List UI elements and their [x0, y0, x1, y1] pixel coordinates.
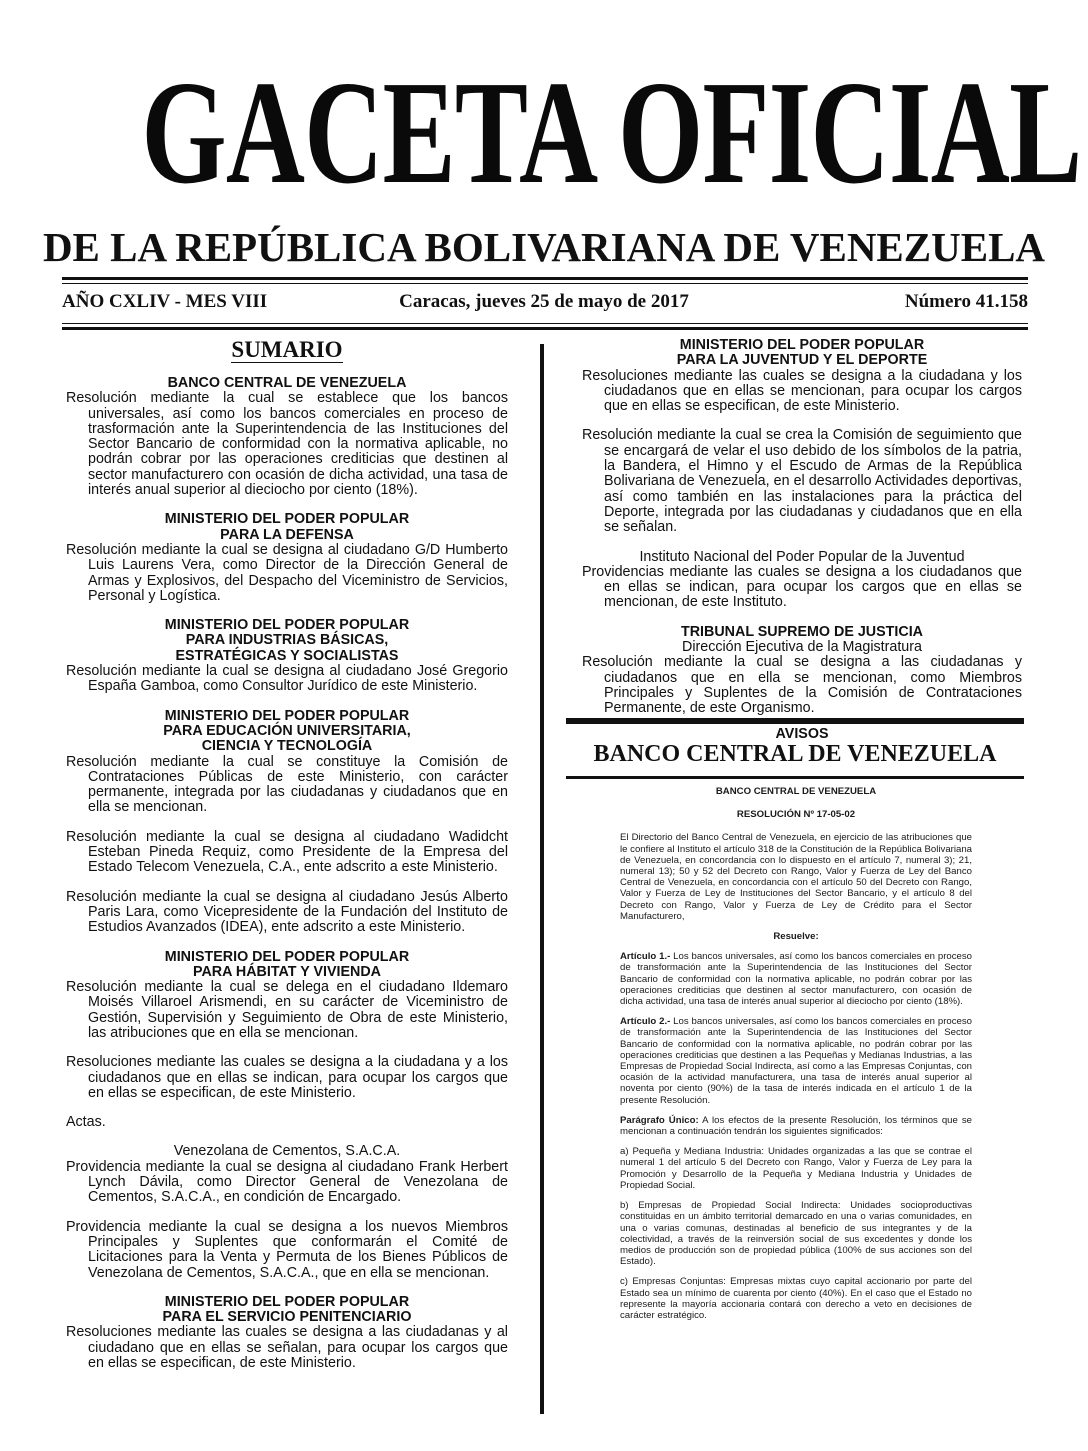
sumario-actas: Actas.: [66, 1114, 106, 1131]
definition-c: c) Empresas Conjuntas: Empresas mixtas cuyo capital accionario por parte del Estado sea un mínimo de cuarenta por ciento (40%). En el caso que el Estado no represente la mayoría accionaria contará con derecho a veto en decisiones de carácter estratégico.: [620, 1276, 972, 1321]
section-heading: TRIBUNAL SUPREMO DE JUSTICIA: [680, 623, 923, 640]
section-tsj: [582, 625, 1022, 742]
issue-date: Caracas, jueves 25 de mayo de 2017: [399, 291, 689, 312]
sub-entity: Instituto Nacional del Poder Popular de la Juventud: [639, 548, 965, 565]
resolution-article-1: [620, 951, 972, 1007]
avisos-label: AVISOS: [775, 725, 829, 742]
sumario-entry: Resolución mediante la cual se constituye la Comisión de Contrataciones Públicas de este Ministerio, con carácter permanente, integrada por las ciudadanas y ciudadanos que en ella se mencionan.: [66, 753, 508, 816]
header-rule-bottom: [62, 327, 1028, 330]
sumario-entry: Resolución mediante la cual se designa a las ciudadanas y ciudadanos que en ella se mencionan, como Miembros Principales y Suplentes de la Comisión de Contrataciones Permanente, de este Organismo.: [582, 654, 1022, 717]
sumario-entry: Providencias mediante las cuales se designa a los ciudadanos que en ellas se indican, para ocupar los cargos que en ellas se mencionan, de este Instituto.: [582, 563, 1022, 611]
sumario-entry: Resoluciones mediante las cuales se designa a la ciudadana y los ciudadanos que en ellas se mencionan, para ocupar los cargos que en ellas se especifican, de este Ministerio.: [582, 367, 1022, 415]
header-rule: [62, 277, 1028, 280]
section-heading: PARA LA JUVENTUD Y EL DEPORTE: [676, 352, 928, 369]
definition-a: a) Pequeña y Mediana Industria: Unidades organizadas a las que se contrae el numeral 1 del artículo 5 del Decreto con Rango, Valor y Fuerza de Ley para la Promoción y Desarrollo de la Pequeña y Mediana Industria y Unidades de Propiedad Social.: [620, 1146, 972, 1191]
section-heading: MINISTERIO DEL PODER POPULAR: [679, 337, 925, 353]
section-defensa: [66, 512, 508, 604]
resolution-intro: El Directorio del Banco Central de Venezuela, en ejercicio de las atribuciones que le confiere al Instituto el artículo 318 de la Constitución de la República Bolivariana de Venezuela, en concordancia con lo dispuesto en el artículo 7, numeral 3); 21, numeral 13); 50 y 52 del Decreto con Rango, Valor y Fuerza de Ley del Banco Central de Venezuela, en concordancia con el artículo 50 del Decreto con Rango, Valor y Fuerza de Ley de Instituciones del Sector Bancario, y el artículo 8 del Decreto con Rango, Valor y Fuerza de Ley de Crédito para el Sector Manufacturero,: [620, 832, 972, 922]
sumario-entry: Resolución mediante la cual se crea la Comisión de seguimiento que se encargará de velar el uso debido de los símbolos de la patria, la Bandera, el Himno y el Escudo de Armas de la República Bolivariana de Venezuela, en el desarrollo Actividades deportivas, así como también en las instalaciones para la práctica del Deporte, integrada por las ciudadanas y ciudadanos que en ella se señalan.: [582, 427, 1022, 536]
resolution-document: [620, 786, 972, 1330]
sumario-entry: Providencia mediante la cual se designa al ciudadano Frank Herbert Lynch Dávila, como Director General de Venezolana de Cementos, S.A.C.A., en condición de Encargado.: [66, 1158, 508, 1206]
section-penitenciario: [66, 1295, 508, 1371]
bcv-rule-top: [566, 718, 1024, 724]
sumario-entry: Providencia mediante la cual se designa a los nuevos Miembros Principales y Suplentes que conformarán el Comité de Licitaciones para la Venta y Permuta de los Bienes Públicos de Venezolana de Cementos, S.A.C.A., que en ella se mencionan.: [66, 1218, 508, 1281]
section-heading: MINISTERIO DEL PODER POPULAR: [164, 511, 410, 528]
bcv-section-title: BANCO CENTRAL DE VENEZUELA: [593, 741, 997, 767]
section-heading: CIENCIA Y TECNOLOGÍA: [201, 738, 373, 755]
article-label: Artículo 2.-: [620, 1016, 671, 1028]
section-heading: MINISTERIO DEL PODER POPULAR: [164, 1293, 410, 1310]
section-educacion: [66, 709, 508, 936]
section-heading: PARA LA DEFENSA: [220, 526, 354, 543]
sumario-entry: Resolución mediante la cual se designa al ciudadano Jesús Alberto Paris Lara, como Vicepresidente de la Fundación del Instituto de Estudios Avanzados (IDEA), ente adscrito a este Ministerio.: [66, 888, 508, 936]
masthead-title: GACETA OFICIAL: [141, 51, 1082, 215]
section-heading: PARA EL SERVICIO PENITENCIARIO: [162, 1309, 412, 1326]
paragraph-label: Parágrafo Único:: [620, 1114, 699, 1126]
sumario-right-column: [582, 338, 1022, 752]
section-heading: ESTRATÉGICAS Y SOCIALISTAS: [175, 647, 399, 664]
bcv-rule-bottom: [566, 776, 1024, 779]
section-heading: PARA HÁBITAT Y VIVIENDA: [193, 963, 381, 980]
sub-entity: Venezolana de Cementos, S.A.C.A.: [173, 1143, 401, 1160]
masthead-subtitle: DE LA REPÚBLICA BOLIVARIANA DE VENEZUELA: [42, 224, 1046, 270]
resolution-article-2: [620, 1016, 972, 1106]
section-industrias: [66, 618, 508, 694]
section-heading: MINISTERIO DEL PODER POPULAR: [164, 617, 410, 634]
resolution-paragraph: [620, 1115, 972, 1137]
sumario-entry: Resolución mediante la cual se designa al ciudadano G/D Humberto Luis Laurens Vera, como Director de la Dirección General de Armas y Explosivos, del Despacho del Viceministro de Servicios, Personal y Logística.: [66, 541, 508, 604]
sumario-entry: Resoluciones mediante las cuales se designa a las ciudadanas y al ciudadano que en ellas se señalan, para ocupar los cargos que en ellas se especifican, de este Ministerio.: [66, 1324, 508, 1372]
sumario-entry: Resolución mediante la cual se delega en el ciudadano Ildemaro Moisés Villaroel Arismendi, en su carácter de Viceministro de Gestión, Supervisión y Seguimiento de Obra de este Ministerio, las atribuciones que en ella se mencionan.: [66, 979, 508, 1041]
resolution-institution: BANCO CENTRAL DE VENEZUELA: [715, 786, 877, 797]
section-heading: PARA INDUSTRIAS BÁSICAS,: [185, 632, 389, 649]
article-text: Los bancos universales, así como los bancos comerciales en proceso de transformación ante la Superintendencia de las Instituciones del Sector Bancario de conformidad con la normativa aplicable, no podrán cobrar por las operaciones crediticias que destinen a las Pequeñas y Medianas Industrias, a las Empresas de Propiedad Social Indirecta, así como a las Empresas Conjuntas, con ocasión de la actividad manufacturera, una tasa de interés anual superior al noventa por ciento (90%) de la tasa de interés indicada en el artículo 1 de la presente Resolución.: [620, 1016, 972, 1106]
article-label: Artículo 1.-: [620, 951, 671, 963]
issue-number: Número 41.158: [904, 291, 1028, 312]
definition-b: b) Empresas de Propiedad Social Indirecta: Unidades socioproductivas constituidas en un ámbito territorial demarcado en una o varias comunidades, en una o varias comunas, destinadas al beneficio de sus integrantes y de la colectividad, a través de la reinversión social de sus excedentes y donde los medios de producción son de propiedad pública (100% de sus acciones son del Estado).: [620, 1200, 972, 1268]
sub-entity: Dirección Ejecutiva de la Magistratura: [682, 639, 922, 656]
section-heading: MINISTERIO DEL PODER POPULAR: [164, 707, 410, 724]
section-heading: BANCO CENTRAL DE VENEZUELA: [167, 375, 407, 391]
resolution-resuelve: Resuelve:: [773, 931, 819, 943]
section-heading: MINISTERIO DEL PODER POPULAR: [164, 948, 410, 965]
sumario-title: SUMARIO: [231, 337, 343, 362]
sumario-entry: Resolución mediante la cual se designa al ciudadano José Gregorio España Gamboa, como Consultor Jurídico de este Ministerio.: [66, 663, 508, 695]
article-text: Los bancos universales, así como los bancos comerciales en proceso de transformación ante la Superintendencia de las Instituciones del Sector Bancario de conformidad con la normativa aplicable, no podrán cobrar por las operaciones crediticias que destinen al sector manufacturero, con ocasión de dicha actividad, una tasa de interés anual superior al dieciocho por ciento (18%).: [620, 951, 972, 1008]
section-habitat: [66, 950, 508, 1281]
header-rule-bottom-thin: [62, 323, 1028, 324]
header-rule-thin: [62, 283, 1028, 284]
column-divider: [540, 344, 544, 1414]
sumario-entry: Resolución mediante la cual se establece que los bancos universales, así como los bancos comerciales en proceso de trasformación ante la Superintendencia de las Instituciones del Sector Bancario de conformidad con la normativa aplicable, no podrán cobrar por las operaciones crediticias que destinen al sector manufacturero con ocasión de dicha actividad, una tasa de interés anual superior al dieciocho por ciento (18%).: [66, 390, 508, 499]
resolution-number: RESOLUCIÓN Nº 17-05-02: [736, 809, 856, 821]
sumario-entry: Resoluciones mediante las cuales se designa a la ciudadana y a los ciudadanos que en ellas se indican, para ocupar los cargos que en ellas se especifican, de este Ministerio.: [66, 1054, 508, 1101]
issue-year-month: AÑO CXLIV - MES VIII: [62, 291, 268, 312]
section-heading: PARA EDUCACIÓN UNIVERSITARIA,: [163, 722, 411, 739]
paragraph-text: A los efectos de la presente Resolución, los términos que se mencionan a continuación tendrán los siguientes significados:: [620, 1114, 972, 1138]
section-bcv: [66, 376, 508, 498]
section-juventud: [582, 338, 1022, 611]
sumario-left-column: [66, 336, 508, 1385]
sumario-entry: Resolución mediante la cual se designa al ciudadano Wadidcht Esteban Pineda Requiz, como Presidente de la Empresa del Estado Telecom Venezuela, C.A., ente adscrito a este Ministerio.: [66, 828, 508, 876]
